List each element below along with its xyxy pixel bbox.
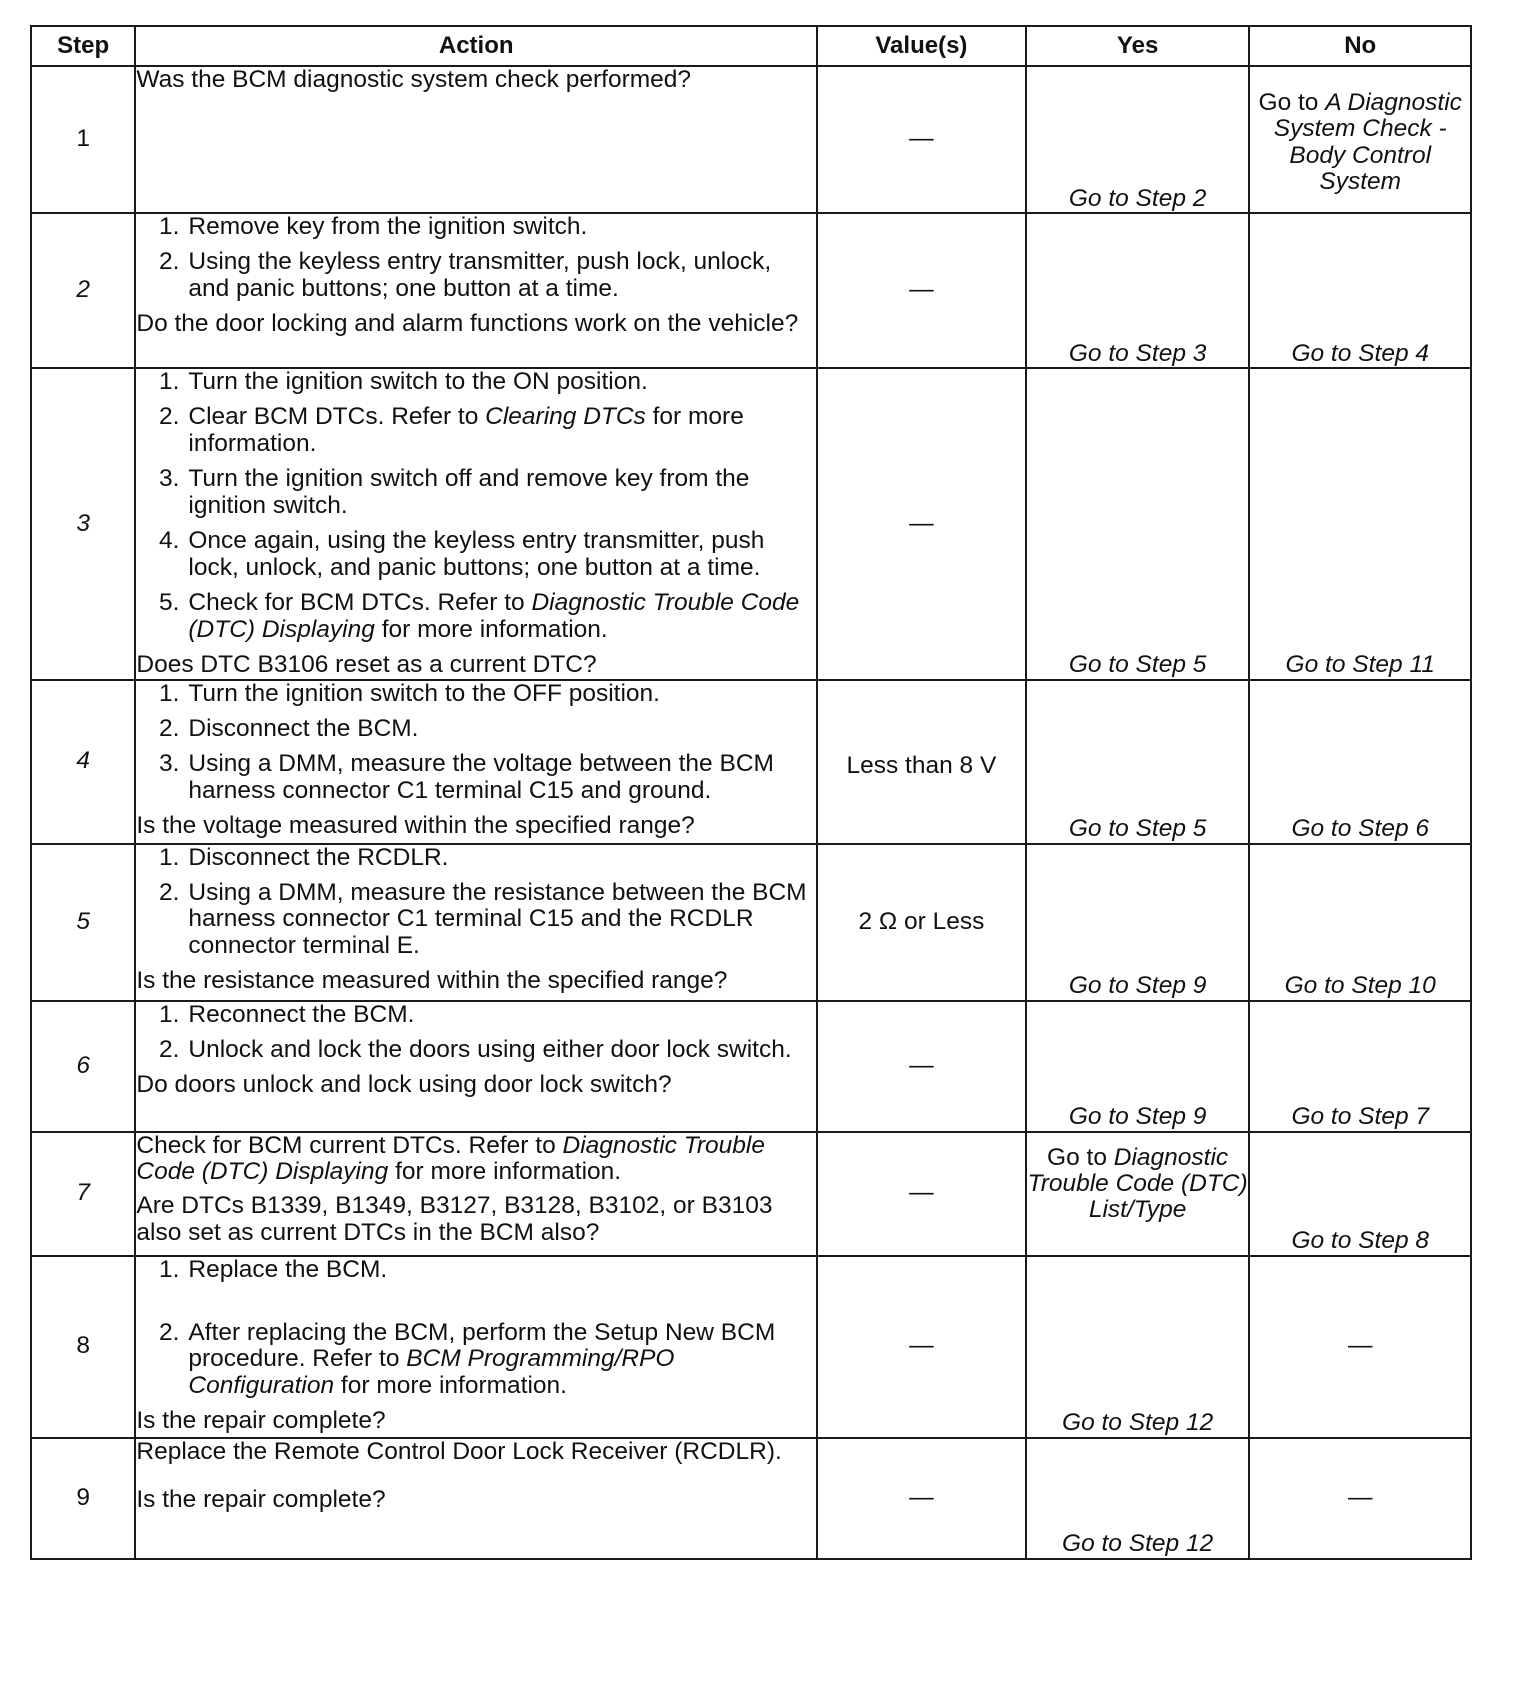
action-item-number: 2. — [158, 1035, 180, 1063]
no-cell: Go to Step 7 — [1249, 1001, 1471, 1132]
yes-cell: Go to Step 12 — [1026, 1438, 1250, 1559]
table-row — [31, 844, 1471, 1001]
value-cell: 2 Ω or Less — [817, 844, 1026, 1001]
text-run: Check for BCM DTCs. Refer to — [188, 589, 532, 617]
text-run: Check for BCM current DTCs. Refer to — [136, 1131, 563, 1159]
yes-cell: Go to Step 9 — [1026, 844, 1250, 1001]
header-action: Action — [135, 26, 817, 66]
no-cell: — — [1249, 1438, 1471, 1559]
text-run: for more information. — [188, 403, 744, 457]
step-number: 2 — [31, 213, 135, 368]
action-cell — [135, 680, 817, 844]
text-run: for more information. — [374, 615, 608, 643]
action-item-text: Turn the ignition switch off and remove key from the ignition switch. — [188, 465, 750, 519]
document-reference: BCM Programming/RPO Configuration — [188, 1345, 675, 1399]
table-row — [31, 1132, 1471, 1256]
action-item-number: 1. — [158, 368, 180, 395]
value-cell: — — [817, 1132, 1026, 1256]
action-item-text: Once again, using the keyless entry transmitter, push lock, unlock, and panic buttons; one button at a time. — [188, 527, 765, 581]
action-question: Is the voltage measured within the specified range? — [136, 812, 695, 840]
action-cell — [135, 1001, 817, 1132]
text-run: Clear BCM DTCs. Refer to — [188, 403, 486, 431]
action-cell — [135, 1256, 817, 1438]
action-item-text: Turn the ignition switch to the OFF position. — [188, 679, 660, 707]
yes-cell: Go to Step 5 — [1026, 680, 1250, 844]
no-reference: A Diagnostic System Check - Body Control System — [1273, 88, 1462, 195]
action-cell — [135, 213, 817, 368]
action-item-number: 4. — [158, 527, 180, 555]
diagnostic-table — [30, 25, 1472, 1560]
table-row — [31, 66, 1471, 213]
header-step: Step — [31, 26, 135, 66]
action-item — [136, 1002, 816, 1028]
action-item — [136, 1257, 816, 1283]
action-item-text — [188, 590, 816, 643]
action-cell — [135, 1132, 817, 1256]
no-cell: Go to Step 6 — [1249, 680, 1471, 844]
value-cell: — — [817, 1001, 1026, 1132]
table-row — [31, 1001, 1471, 1132]
action-intro: Replace the Remote Control Door Lock Receiver (RCDLR). — [136, 1437, 782, 1465]
action-item — [136, 751, 816, 804]
no-cell: Go to Step 10 — [1249, 844, 1471, 1001]
document-reference: Clearing DTCs — [485, 403, 646, 431]
action-item — [136, 590, 816, 643]
action-item-text — [188, 1320, 816, 1399]
action-question: Does DTC B3106 reset as a current DTC? — [136, 651, 597, 679]
action-question: Is the repair complete? — [136, 1485, 386, 1513]
step-number: 3 — [31, 368, 135, 680]
table-row — [31, 1438, 1471, 1559]
action-item-text: Turn the ignition switch to the ON position. — [188, 368, 648, 395]
action-cell — [135, 66, 817, 213]
action-item-text: Remove key from the ignition switch. — [188, 213, 588, 240]
action-item-number: 2. — [158, 248, 180, 276]
action-item-number: 2. — [158, 878, 180, 906]
step-number: 7 — [31, 1132, 135, 1256]
table-row — [31, 1256, 1471, 1438]
action-cell — [135, 844, 817, 1001]
value-cell: — — [817, 213, 1026, 368]
action-item-text — [188, 404, 816, 457]
value-cell: — — [817, 1256, 1026, 1438]
table-row — [31, 680, 1471, 844]
yes-prefix: Go to — [1047, 1143, 1107, 1171]
step-number: 4 — [31, 680, 135, 844]
action-cell — [135, 1438, 817, 1559]
table-row — [31, 368, 1471, 680]
action-item-number: 3. — [158, 465, 180, 493]
yes-cell: Go to Step 12 — [1026, 1256, 1250, 1438]
diagnostic-table-wrapper — [30, 25, 1472, 1560]
action-item-number: 5. — [158, 589, 180, 617]
action-item-number: 1. — [158, 1000, 180, 1028]
yes-cell: Go to Step 5 — [1026, 368, 1250, 680]
step-number: 1 — [31, 66, 135, 213]
action-item — [136, 716, 816, 742]
action-question: Do doors unlock and lock using door lock switch? — [136, 1071, 672, 1099]
document-reference: Diagnostic Trouble Code (DTC) Displaying — [188, 589, 800, 643]
no-cell: — — [1249, 1256, 1471, 1438]
step-number: 6 — [31, 1001, 135, 1132]
table-row — [31, 213, 1471, 368]
document-reference: Diagnostic Trouble Code (DTC) Displaying — [136, 1131, 765, 1185]
action-item-number: 1. — [158, 1255, 180, 1283]
action-item-number: 3. — [158, 750, 180, 778]
action-item-number: 1. — [158, 843, 180, 871]
header-values: Value(s) — [817, 26, 1026, 66]
action-item — [136, 404, 816, 457]
action-item — [136, 1037, 816, 1063]
action-item-text: Reconnect the BCM. — [188, 1000, 415, 1028]
action-question: Do the door locking and alarm functions work on the vehicle? — [136, 310, 799, 338]
action-item-number: 2. — [158, 714, 180, 742]
action-item-text: Replace the BCM. — [188, 1255, 388, 1283]
no-cell: Go to Step 11 — [1249, 368, 1471, 680]
action-question: Is the resistance measured within the specified range? — [136, 967, 728, 995]
value-cell: — — [817, 1438, 1026, 1559]
header-no: No — [1249, 26, 1471, 66]
text-run: for more information. — [388, 1157, 622, 1185]
action-item-number: 2. — [158, 403, 180, 431]
action-item-text: Disconnect the BCM. — [188, 714, 419, 742]
action-question: Is the repair complete? — [136, 1407, 386, 1435]
action-item — [136, 880, 816, 959]
action-item — [136, 681, 816, 707]
no-prefix: Go to — [1258, 88, 1319, 116]
step-number: 5 — [31, 844, 135, 1001]
action-item — [136, 249, 816, 302]
header-yes: Yes — [1026, 26, 1250, 66]
action-item — [136, 1320, 816, 1399]
text-run: After replacing the BCM, perform the Setup New BCM procedure. Refer to — [188, 1318, 776, 1373]
action-item-text: Using the keyless entry transmitter, push lock, unlock, and panic buttons; one button at a time. — [188, 248, 772, 302]
yes-cell: Go to Step 3 — [1026, 213, 1250, 368]
text-run: for more information. — [334, 1371, 567, 1399]
yes-cell: Go to Step 2 — [1026, 66, 1250, 213]
action-item-number: 1. — [158, 679, 180, 707]
action-item — [136, 845, 816, 871]
yes-reference: Diagnostic Trouble Code (DTC) List/Type — [1027, 1143, 1248, 1224]
action-item — [136, 214, 816, 240]
action-item-text: Disconnect the RCDLR. — [188, 843, 449, 871]
action-intro — [136, 1133, 816, 1186]
step-number: 9 — [31, 1438, 135, 1559]
action-item-text: Unlock and lock the doors using either door lock switch. — [188, 1035, 792, 1063]
action-item — [136, 466, 816, 519]
action-item — [136, 528, 816, 581]
action-question: Are DTCs B1339, B1349, B3127, B3128, B3102, or B3103 also set as current DTCs in the BCM also? — [136, 1192, 773, 1246]
no-cell — [1249, 66, 1471, 213]
action-item-text: Using a DMM, measure the voltage between the BCM harness connector C1 terminal C15 and ground. — [188, 750, 774, 804]
action-cell — [135, 368, 817, 680]
action-item-number: 2. — [158, 1318, 180, 1346]
action-question: Was the BCM diagnostic system check performed? — [136, 66, 692, 93]
step-number: 8 — [31, 1256, 135, 1438]
no-cell: Go to Step 4 — [1249, 213, 1471, 368]
value-cell: — — [817, 368, 1026, 680]
no-cell: Go to Step 8 — [1249, 1132, 1471, 1256]
value-cell: — — [817, 66, 1026, 213]
yes-cell: Go to Step 9 — [1026, 1001, 1250, 1132]
header-row — [31, 26, 1471, 66]
value-cell: Less than 8 V — [817, 680, 1026, 844]
action-item — [136, 369, 816, 395]
action-item-text: Using a DMM, measure the resistance between the BCM harness connector C1 terminal C15 and the RCDLR connector terminal E. — [188, 878, 807, 959]
action-item-number: 1. — [158, 213, 180, 240]
yes-cell — [1026, 1132, 1250, 1256]
